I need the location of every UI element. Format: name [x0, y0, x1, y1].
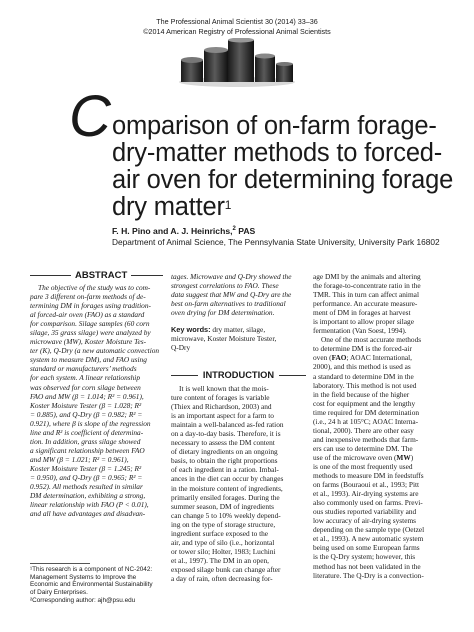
introduction-line: air, and type of silo (i.e., horizontal: [171, 537, 275, 547]
body-line: in the field because of the higher: [313, 389, 410, 399]
abstract-line: for each system. A linear relationship: [30, 373, 141, 383]
author-names: F. H. Pino and A. J. Heinrichs,: [112, 225, 233, 236]
abstract-line: was observed for corn silage between: [30, 382, 141, 392]
body-line: being used on some European farms: [313, 543, 420, 553]
abstract-line: Koster Moisture Tester (β = 1.245; R²: [30, 463, 142, 473]
footnote-line: Economic and Environmental Sustainability: [30, 581, 153, 589]
abstract-line: = 0.885), and Q-Dry (β = 0.982; R² =: [30, 409, 143, 419]
introduction-line: is an important aspect for a farm to: [171, 411, 274, 421]
author-list: [112, 224, 255, 237]
journal-citation: The Professional Animal Scientist 30 (2014) 33–36: [156, 17, 318, 26]
body-line: performance. An accurate measure-: [313, 299, 418, 309]
author-suffix: PAS: [235, 225, 256, 236]
body-line: TMR. This in turn can affect animal: [313, 290, 419, 300]
abstract-line: standard or manufacturers’ methods: [30, 364, 137, 374]
introduction-body: [171, 384, 306, 583]
abstract-line: and MW (β = 1.021; R² = 0.961),: [30, 454, 129, 464]
abstract-line: pare 3 different on-farm methods of de-: [30, 292, 146, 302]
body-line: also commonly used on farms. Previ-: [313, 498, 423, 508]
abstract-line: The objective of the study was to com-: [38, 283, 151, 292]
article-title-line: air oven for determining forage: [112, 166, 454, 194]
introduction-line: can change 5 to 10% weekly depend-: [171, 510, 281, 520]
abstract-continuation: [171, 272, 306, 317]
body-line: fermentation (Van Soest, 1994).: [313, 326, 407, 336]
keywords-text: microwave, Koster Moisture Tester,: [171, 334, 277, 344]
introduction-heading: [171, 370, 306, 380]
body-line: age DMI by the animals and altering: [313, 272, 421, 281]
abstract-line: oven drying for DM determination.: [171, 308, 275, 318]
introduction-line: maintain a well-balanced as-fed ration: [171, 420, 284, 430]
title-drop-cap: C: [69, 84, 111, 149]
abstract-body: [30, 283, 164, 518]
body-line: ers can use to determine DM. The: [313, 443, 413, 453]
abstract-line: 0.921), where β is slope of the regression: [30, 418, 151, 428]
body-line: et al., 1993). A new automatic system: [313, 534, 424, 544]
abstract-line: system to measure DM), and FAO using: [30, 355, 147, 365]
body-line: is important to allow proper silage: [313, 317, 414, 327]
article-title-line: dry-matter methods to forced-: [112, 139, 443, 167]
author-affiliation: Department of Animal Science, The Pennsylvania State University, University Park 16802: [112, 237, 440, 247]
introduction-line: in the moisture content of ingredients,: [171, 483, 283, 493]
body-line: is the Q-Dry system; however, this: [313, 552, 416, 562]
abstract-line: termining DM in forages using tradition-: [30, 301, 151, 311]
abstract-line: linear relationship with FAO (P < 0.01),: [30, 500, 149, 510]
introduction-line: et al., 1997). The DM in an open,: [171, 555, 269, 565]
introduction-line: necessary to assess the DM content: [171, 438, 275, 448]
body-line: on farms (Bouraoui et al., 1993; Pitt: [313, 480, 420, 490]
body-line: a standard to determine DM in the: [313, 371, 414, 381]
right-column-body: [313, 272, 451, 580]
introduction-line: ances in the diet can occur by changes: [171, 474, 284, 484]
keywords-text: dry matter, silage,: [210, 325, 266, 334]
body-line: methods to measure DM in feedstuffs: [313, 471, 424, 481]
abstract-line: al forced-air oven (FAO) as a standard: [30, 310, 145, 320]
body-line: depending on the sample type (Oetzel: [313, 525, 425, 535]
footnote-line: Management Systems to Improve the: [30, 573, 137, 581]
abstract-line: 0.952). All methods resulted in similar: [30, 482, 143, 492]
introduction-line: (Thiex and Richardson, 2003) and: [171, 402, 272, 412]
abstract-line: and all have advantages and disadvan-: [30, 509, 146, 519]
body-line: literature. The Q-Dry is a convection-: [313, 570, 424, 580]
introduction-line: of each ingredient in a ration. Imbal-: [171, 465, 279, 475]
body-line: method has not been validated in the: [313, 561, 421, 571]
body-line: time required for DM determination: [313, 407, 420, 417]
title-text: dry matter: [112, 193, 225, 221]
body-line: oven (FAO; AOAC International,: [313, 353, 413, 363]
abstract-line: Koster Moisture Tester (β = 1.028; R²: [30, 400, 142, 410]
keywords-label: Key words:: [171, 325, 211, 334]
body-line: cost for equipment and the lengthy: [313, 398, 416, 408]
abstract-line: DM determination, exhibiting a strong,: [30, 491, 146, 501]
copyright-notice: ©2014 American Registry of Professional Animal Scientists: [143, 27, 331, 36]
title-footnote-marker: 1: [224, 198, 232, 212]
footnote-line: of Dairy Enterprises.: [30, 589, 88, 597]
body-line: tional, 2000). There are other easy: [313, 425, 414, 435]
body-line: low accuracy of air-drying systems: [313, 516, 417, 526]
footnotes: [30, 566, 170, 605]
journal-logo-icon: [177, 38, 297, 88]
abstract-line: a significant relationship between FAO: [30, 445, 145, 455]
abstract-line: = 0.950), and Q-Dry (β = 0.965; R² =: [30, 472, 143, 482]
body-line: ment of DM in forages at harvest: [313, 308, 411, 318]
introduction-line: summer season, DM of ingredients: [171, 501, 274, 511]
body-line: is one of the most frequently used: [313, 461, 413, 471]
introduction-heading-text: INTRODUCTION: [198, 370, 279, 380]
introduction-line: a day of rain, often decreasing for-: [171, 573, 273, 583]
introduction-line: exposed silage bunk can change after: [171, 564, 281, 574]
abstract-line: for comparison. Silage samples (60 corn: [30, 319, 150, 329]
body-line: One of the most accurate methods: [321, 335, 422, 345]
body-line: 2000), and this method is used as: [313, 362, 411, 372]
abstract-line: silage, 35 grass silage) were analyzed by: [30, 328, 151, 338]
body-line: to determine DM is the forced-air: [313, 344, 412, 354]
abstract-line: ter (K), Q-Dry (a new automatic convection: [30, 346, 160, 356]
body-line: and inexpensive methods that farm-: [313, 434, 419, 444]
body-line: (i.e., 24 h at 105°C; AOAC Interna-: [313, 416, 419, 426]
footnote-line: ²Corresponding author: ajh@psu.edu: [30, 596, 136, 604]
keywords: [171, 325, 306, 352]
introduction-line: ing on the type of storage structure,: [171, 519, 276, 529]
abstract-line: best on-farm alternatives to traditional: [171, 299, 286, 309]
abstract-line: line and R² is coefficient of determina-: [30, 427, 144, 437]
abstract-line: data suggest that MW and Q-Dry are the: [171, 290, 292, 300]
abstract-heading: ABSTRACT: [71, 270, 131, 281]
abstract-line: tion. In addition, grass silage showed: [30, 436, 141, 446]
body-line: use of the microwave oven (MW): [313, 452, 414, 462]
introduction-line: of dietary ingredients on an ongoing: [171, 447, 278, 457]
introduction-line: on a day-to-day basis. Therefore, it is: [171, 429, 281, 439]
introduction-line: It is well known that the mois-: [179, 384, 269, 393]
introduction-line: primarily ensiled forages. During the: [171, 492, 280, 502]
abstract-line: microwave (MW), Koster Moisture Tes-: [30, 337, 147, 347]
introduction-line: basis, to obtain the right proportions: [171, 456, 278, 466]
article-title-line: omparison of on-farm forage-: [112, 112, 437, 140]
author-footnote-marker: 2: [232, 226, 236, 232]
article-title-line: [112, 194, 231, 221]
body-line: the forage-to-concentrate ratio in the: [313, 281, 421, 291]
body-line: laboratory. This method is not used: [313, 380, 417, 390]
abstract-line: FAO and MW (β = 1.014; R² = 0.961),: [30, 391, 144, 401]
footnote-rule: [30, 563, 90, 564]
body-line: et al., 1993). Air-drying systems are: [313, 489, 419, 499]
footnote-line: ¹This research is a component of NC-2042:: [30, 566, 153, 573]
keywords-text: Q-Dry: [171, 343, 191, 353]
introduction-line: or tower silo; Holter, 1983; Luchini: [171, 546, 276, 556]
abstract-line: strongest correlations to FAO. These: [171, 281, 279, 291]
abstract-line: tages. Microwave and Q-Dry showed the: [171, 272, 292, 281]
introduction-line: ingredient surface exposed to the: [171, 528, 269, 538]
body-line: ous studies reported variability and: [313, 507, 417, 517]
introduction-line: ture content of forages is variable: [171, 393, 270, 403]
